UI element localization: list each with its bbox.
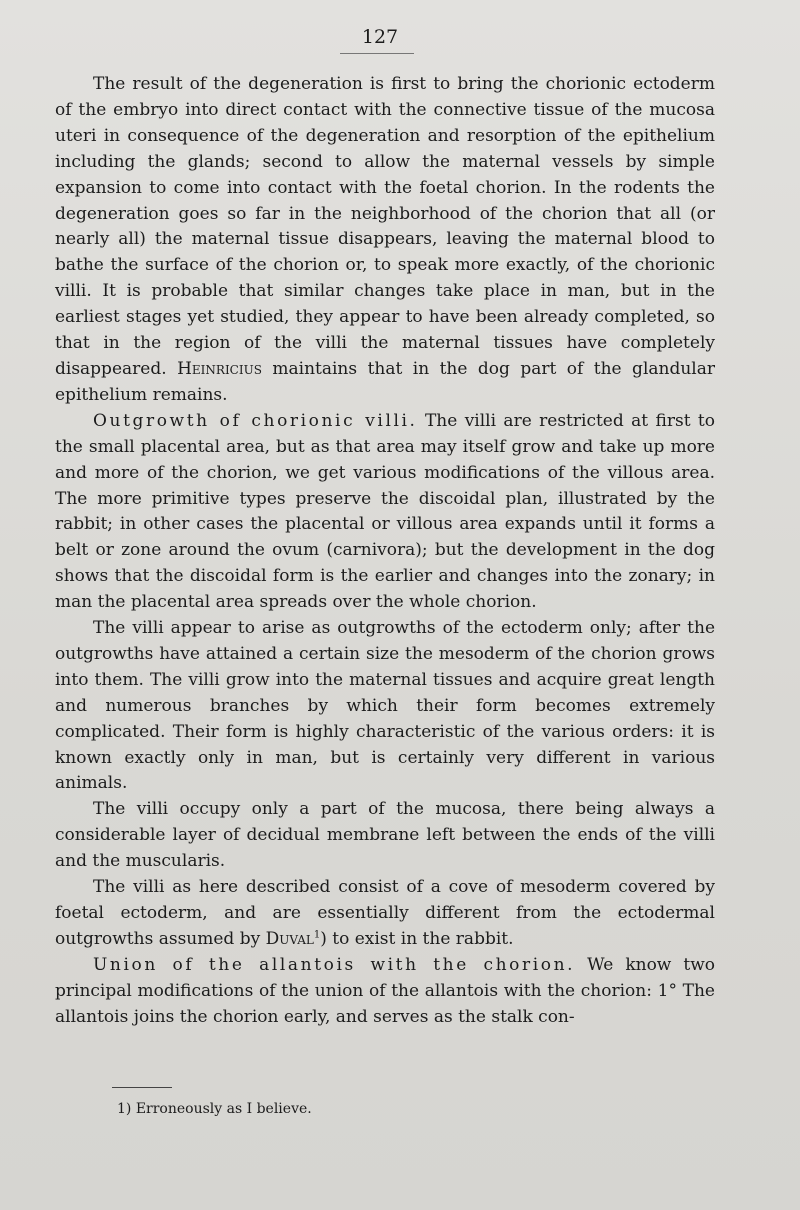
paragraph-degeneration-result [55,72,715,409]
paragraph-text: The villi occupy only a part of the mucosa, there being always a considerable layer of decidual membrane left between the ends of the villi and the muscularis. [55,799,715,872]
footnote: 1) Erroneously as I believe. [117,1101,312,1117]
author-name-heinricius: Heinricius [177,358,262,379]
paragraph-outgrowth-villi [55,409,715,616]
footnote-reference: 1 [313,929,321,941]
paragraph-villi-described [55,875,715,953]
paragraph-text: The villi as here described consist of a cove of mesoderm covered by foetal ectoderm, and are essentially different from the ectodermal outgrowths assumed by [55,877,715,949]
paragraph-text: The villi appear to arise as outgrowths of the ectoderm only; after the outgrowths have attained a certain size the mesoderm of the chorion grows into them. The villi grow into the maternal tissues and acquire great length and numerous branches by which their form becomes extremely complicated. Their form is highly characteristic of the various orders: it is known exactly only in man, but is certainly very different in various animals. [55,618,715,794]
page-number: 127 [361,26,399,48]
paragraph-text: The result of the degeneration is first to bring the chorionic ectoderm of the embryo into direct contact with the connective tissue of the mucosa uteri in consequence of the degeneration and resorption of the epithelium including the glands; second to allow the maternal vessels by simple expansion to come into contact with the foetal chorion. In the rodents the degeneration goes so far in the neighborhood of the chorion that all (or nearly all) the maternal tissue disappears, leaving the maternal blood to bathe the surface of the chorion or, to speak more exactly, of the chorionic villi. It is probable that similar changes take place in man, but in the earliest stages yet studied, they appear to have been already completed, so that in the region of the villi the maternal tissues have completely disappeared. [55,74,715,379]
footnote-rule [112,1087,172,1088]
paragraph-text: We know two principal modifications of the union of the allantois with the chorion: 1° The allantois joins the chorion early, and serves as the stalk con- [55,954,715,1027]
paragraph-allantois-union [55,953,715,1031]
section-heading-outgrowth: Outgrowth of chorionic villi. [93,410,418,431]
paragraph-villi-occupy [55,797,715,875]
paragraph-text: maintains that in the dog part of the glandular epithelium remains. [55,358,715,405]
author-name-duval: Duval [265,928,314,949]
section-heading-allantois: Union of the allantois with the chorion. [93,954,576,975]
paragraph-text: ) to exist in the rabbit. [320,928,514,949]
paragraph-text: The villi are restricted at first to the small placental area, but as that area may itself grow and take up more and more of the chorion, we get various modifications of the villous area. The more primitive types preserve the discoidal plan, illustrated by the rabbit; in other cases the placental or villous area expands until it forms a belt or zone around the ovum (carnivora); but the development in the dog shows that the discoidal form is the earlier and changes into the zonary; in man the placental area spreads over the whole chorion. [55,410,715,613]
paragraph-villi-arise [55,616,715,797]
page-number-rule [340,53,414,54]
body-text [55,72,715,1031]
